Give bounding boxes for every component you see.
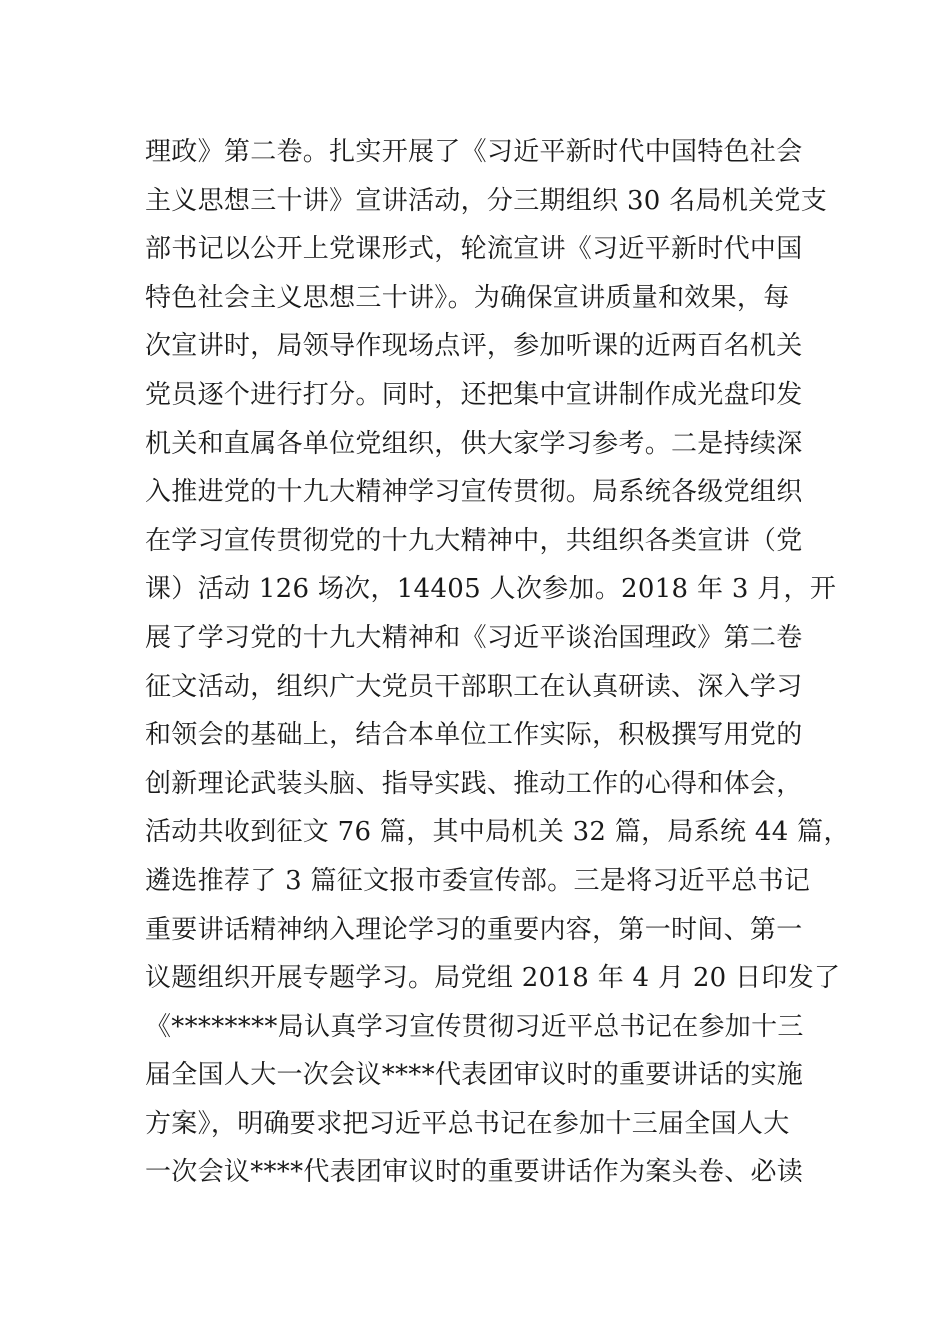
text-line: 在学习宣传贯彻党的十九大精神中，共组织各类宣讲（党 (145, 525, 803, 556)
text-line: 征文活动，组织广大党员干部职工在认真研读、深入学习 (145, 671, 803, 702)
text-line: 重要讲话精神纳入理论学习的重要内容，第一时间、第一 (145, 914, 803, 945)
text-line: 创新理论武装头脑、指导实践、推动工作的心得和体会， (145, 768, 803, 799)
text-line: 一次会议****代表团审议时的重要讲话作为案头卷、必读 (145, 1157, 804, 1188)
text-line: 遴选推荐了 3 篇征文报市委宣传部。三是将习近平总书记 (145, 865, 811, 896)
text-line: 方案》，明确要求把习近平总书记在参加十三届全国人大 (145, 1108, 790, 1139)
text-line: 课）活动 126 场次，14405 人次参加。2018 年 3 月，开 (145, 574, 837, 605)
body-paragraph (145, 128, 850, 1197)
text-line: 活动共收到征文 76 篇，其中局机关 32 篇，局系统 44 篇， (145, 817, 850, 848)
text-line: 党员逐个进行打分。同时，还把集中宣讲制作成光盘印发 (145, 379, 803, 410)
text-line: 主义思想三十讲》宣讲活动，分三期组织 30 名局机关党支 (145, 185, 828, 216)
text-line: 部书记以公开上党课形式，轮流宣讲《习近平新时代中国 (145, 234, 803, 265)
text-line: 和领会的基础上，结合本单位工作实际，积极撰写用党的 (145, 720, 803, 751)
text-line: 议题组织开展专题学习。局党组 2018 年 4 月 20 日印发了 (145, 963, 841, 994)
text-line: 次宣讲时，局领导作现场点评，参加听课的近两百名机关 (145, 331, 803, 362)
text-line: 特色社会主义思想三十讲》。为确保宣讲质量和效果，每 (145, 282, 790, 313)
text-line: 展了学习党的十九大精神和《习近平谈治国理政》第二卷 (145, 622, 803, 653)
text-line: 机关和直属各单位党组织，供大家学习参考。二是持续深 (145, 428, 803, 459)
text-line: 《********局认真学习宣传贯彻习近平总书记在参加十三 (145, 1011, 804, 1042)
text-line: 入推进党的十九大精神学习宣传贯彻。局系统各级党组织 (145, 477, 803, 508)
text-line: 理政》第二卷。扎实开展了《习近平新时代中国特色社会 (145, 137, 803, 167)
text-line: 届全国人大一次会议****代表团审议时的重要讲话的实施 (145, 1060, 804, 1091)
